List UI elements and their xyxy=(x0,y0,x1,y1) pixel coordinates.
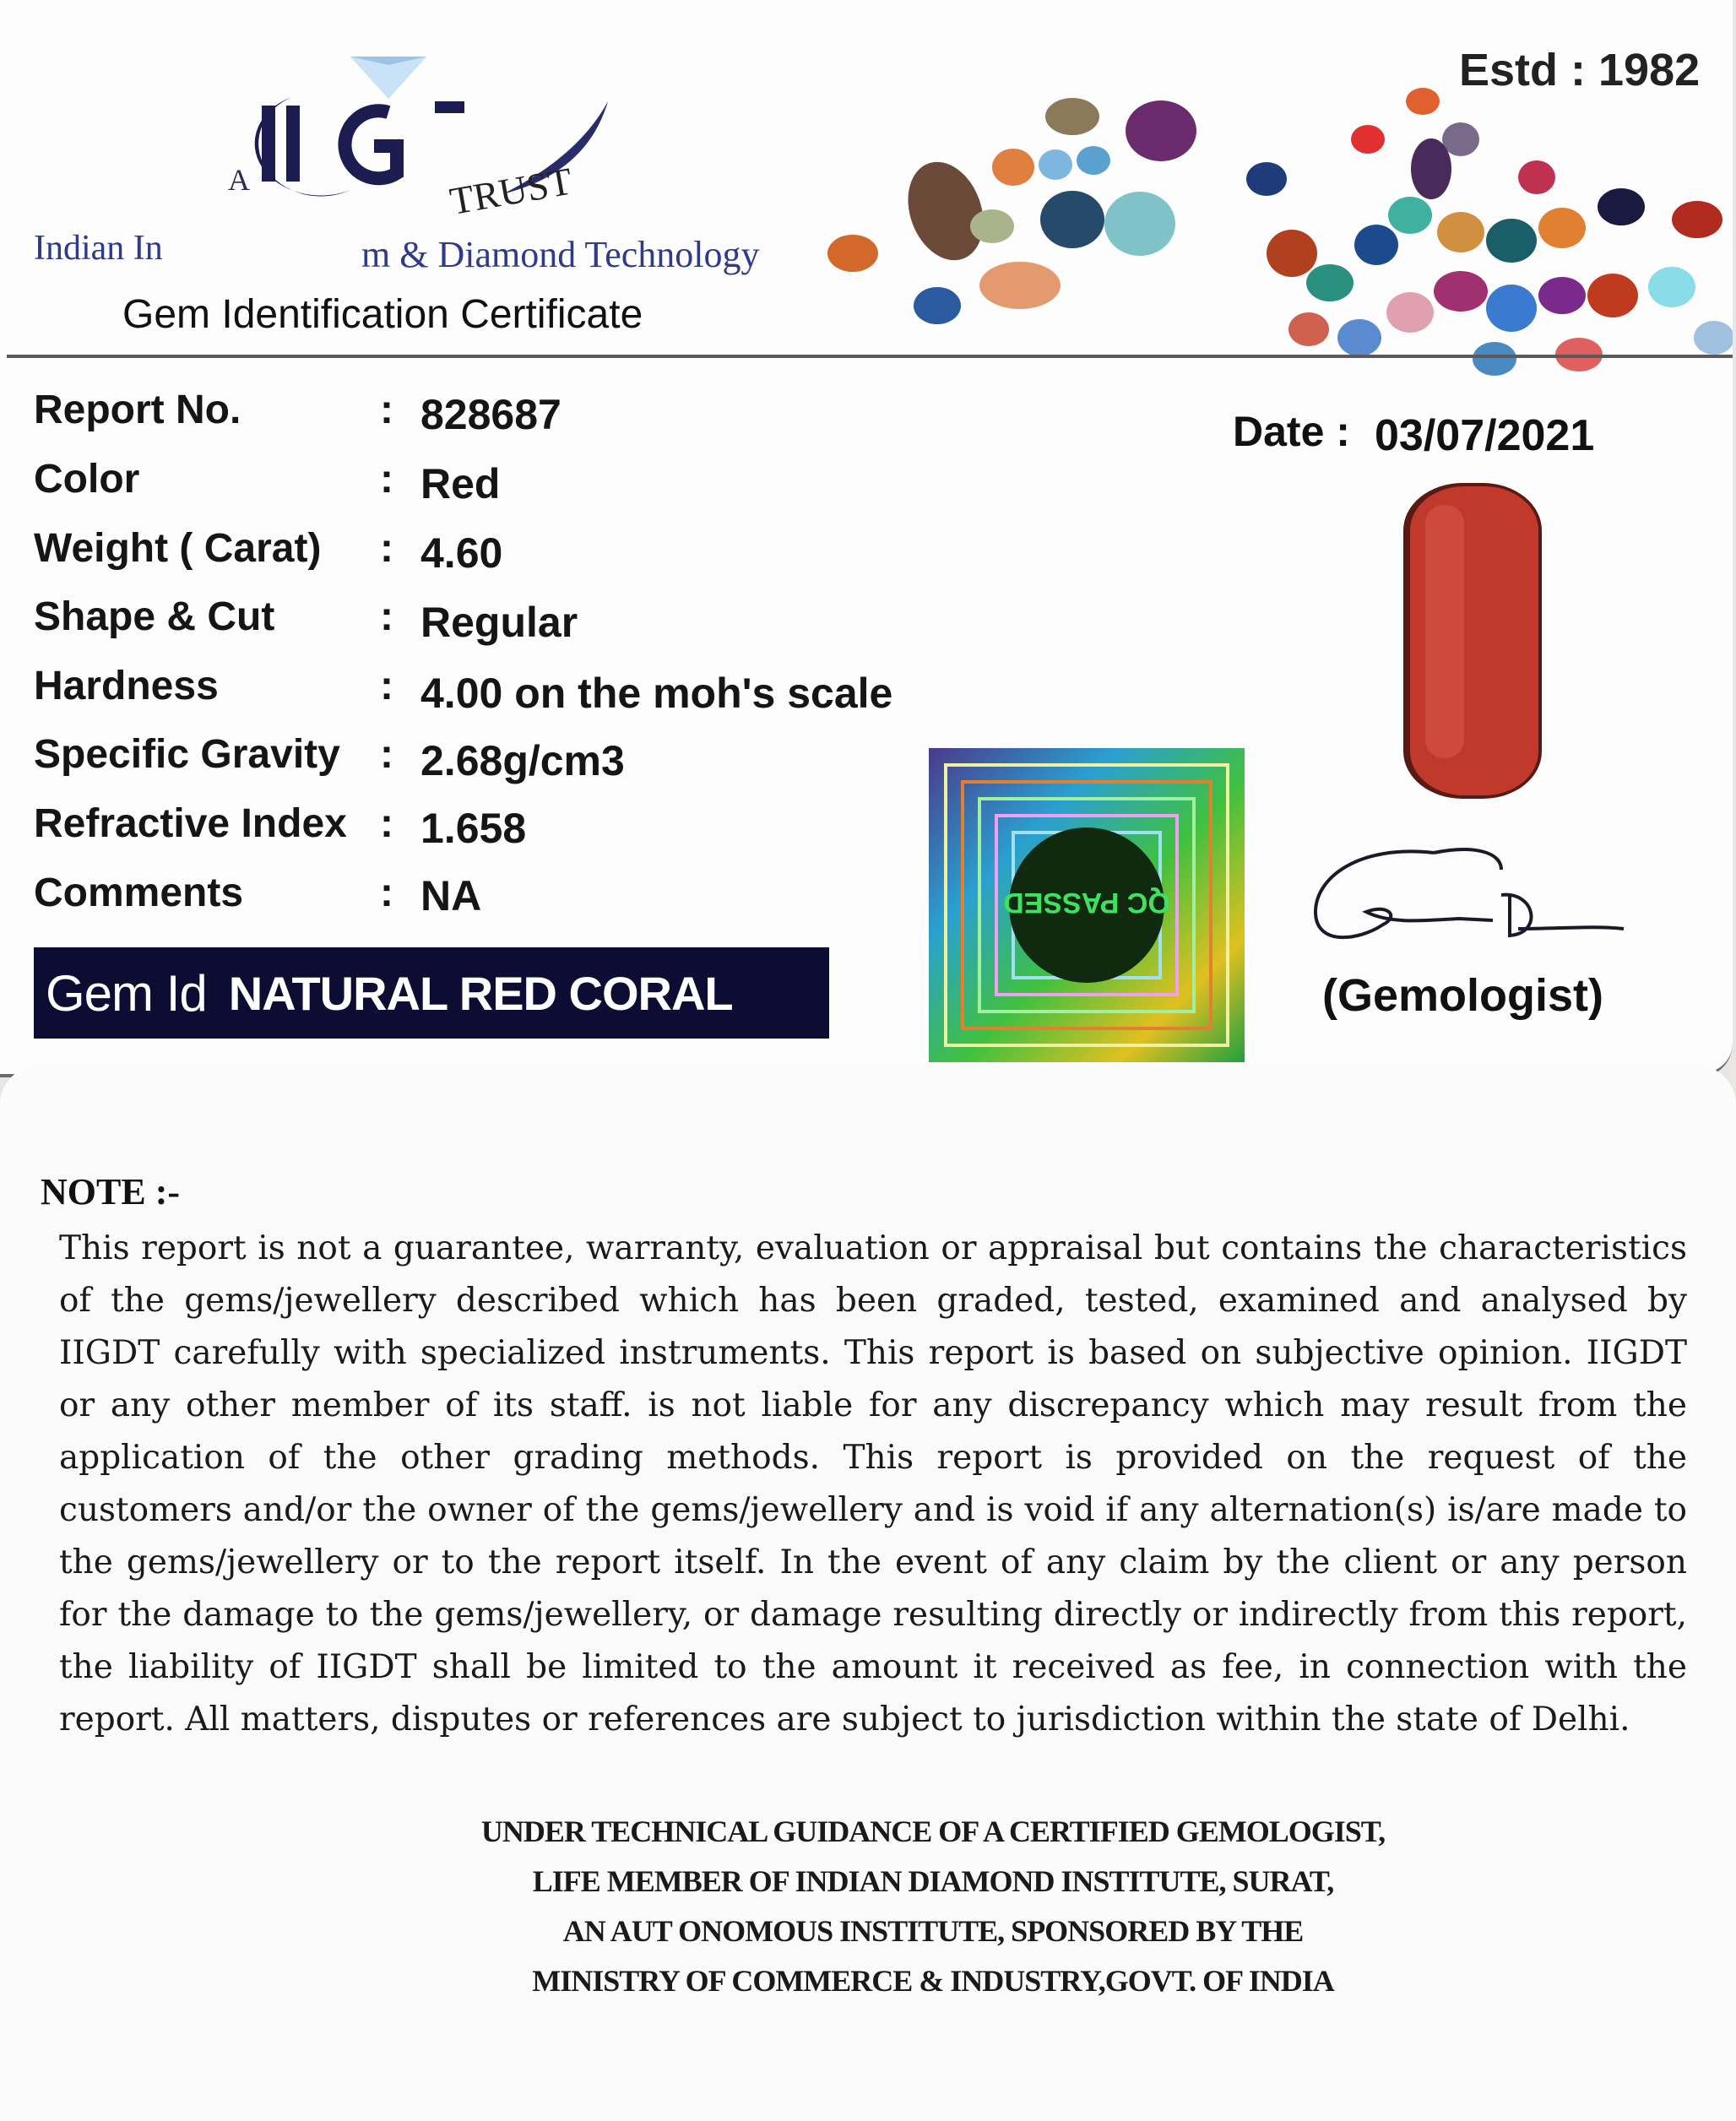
field-value-comments: NA xyxy=(420,872,482,919)
field-value-report-no: 828687 xyxy=(420,391,561,438)
gem-id-value: NATURAL RED CORAL xyxy=(228,966,733,1020)
date-label: Date : xyxy=(1233,408,1350,455)
institute-name-left: Indian In xyxy=(34,229,163,268)
footer-line: LIFE MEMBER OF INDIAN DIAMOND INSTITUTE, SURAT, xyxy=(532,1864,1334,1898)
field-label-weight: Weight ( Carat) xyxy=(34,526,322,571)
header-divider xyxy=(7,355,1733,358)
field-colon: : xyxy=(380,594,393,639)
date-value: 03/07/2021 xyxy=(1375,411,1595,460)
field-label-refractive-index: Refractive Index xyxy=(34,801,347,846)
gem-photo xyxy=(1400,480,1545,802)
field-colon: : xyxy=(380,871,393,915)
note-title: NOTE :- xyxy=(41,1171,180,1212)
trust-prefix: A xyxy=(228,163,250,197)
hologram-text: QC PASSED xyxy=(1003,887,1170,919)
field-label-report-no: Report No. xyxy=(34,388,241,432)
footer-line: UNDER TECHNICAL GUIDANCE OF A CERTIFIED GEMOLOGIST, xyxy=(480,1815,1386,1848)
field-label-specific-gravity: Specific Gravity xyxy=(34,732,340,777)
field-label-shape-cut: Shape & Cut xyxy=(34,594,275,639)
gemstones-illustration xyxy=(819,84,1733,388)
qc-passed-hologram xyxy=(929,748,1245,1062)
field-value-specific-gravity: 2.68g/cm3 xyxy=(420,737,625,784)
field-colon: : xyxy=(380,801,393,846)
field-colon: : xyxy=(380,388,393,432)
note-body: This report is not a guarantee, warranty, evaluation or appraisal but contains the characteristics of the gems/jewellery described which has been graded, tested, examined and analysed by IIGDT carefully with specialized instruments. This report is based on subjective opinion. IIGDT or any other member of its staff. is not liable for any discrepancy which may result from the application of the other grading methods. This report is provided on the request of the customers and/or the owner of the gems/jewellery and is void if any alternation(s) is/are made to the gems/jewellery or to the report itself. In the event of any claim by the client or any person for the damage to the gems/jewellery, or damage resulting directly or indirectly from this report, the liability of IIGDT shall be limited to the amount it received as fee, in connection with the report. All matters, disputes or references are subject to jurisdiction within the state of Delhi. xyxy=(59,1229,1687,1739)
field-colon: : xyxy=(380,457,393,502)
gemologist-label: (Gemologist) xyxy=(1322,970,1603,1021)
field-colon: : xyxy=(380,526,393,571)
field-label-comments: Comments xyxy=(34,871,244,915)
field-value-shape-cut: Regular xyxy=(420,599,578,646)
certificate-title: Gem Identification Certificate xyxy=(122,292,643,337)
gem-id-banner xyxy=(34,947,829,1039)
institute-name-right: m & Diamond Technology xyxy=(361,234,760,275)
field-label-color: Color xyxy=(34,457,140,502)
field-value-refractive-index: 1.658 xyxy=(420,805,527,852)
field-colon: : xyxy=(380,732,393,777)
field-colon: : xyxy=(380,664,393,708)
footer-line: MINISTRY OF COMMERCE & INDUSTRY,GOVT. OF INDIA xyxy=(532,1964,1334,1998)
gemologist-signature xyxy=(1307,844,1628,961)
established-year: Estd : 1982 xyxy=(1459,45,1701,95)
footer-line: AN AUT ONOMOUS INSTITUTE, SPONSORED BY THE xyxy=(562,1914,1304,1948)
field-value-color: Red xyxy=(420,460,501,507)
field-value-weight: 4.60 xyxy=(420,529,503,577)
footer-statement xyxy=(253,1807,1613,2006)
field-label-hardness: Hardness xyxy=(34,664,219,708)
trust-word: TRUST xyxy=(446,159,576,224)
field-value-hardness: 4.00 on the moh's scale xyxy=(420,670,893,717)
gem-id-label: Gem Id xyxy=(46,964,207,1022)
